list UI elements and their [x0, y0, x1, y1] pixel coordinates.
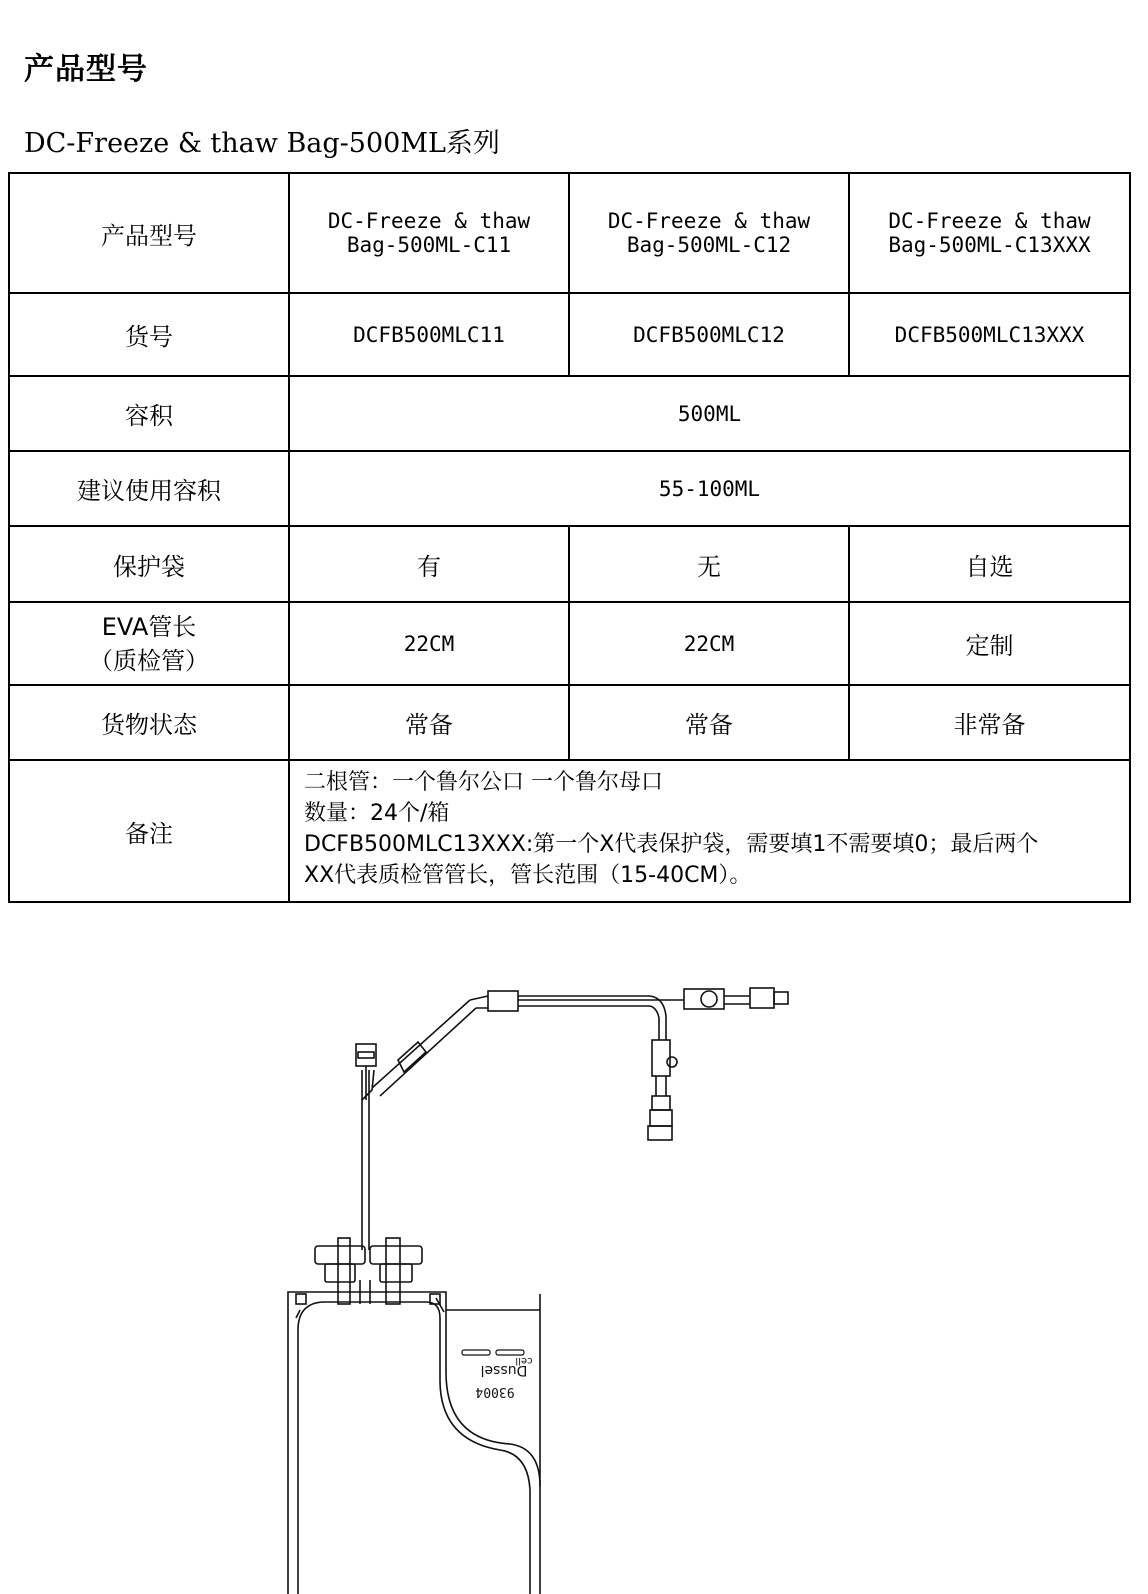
tubing-assembly — [356, 988, 788, 1250]
table-row-notes — [9, 760, 1130, 902]
row-label-sku: 货号 — [9, 293, 289, 376]
note-line-1: 二根管：一个鲁尔公口 一个鲁尔母口 — [304, 770, 663, 795]
table-row-protective-bag — [9, 526, 1130, 602]
table-row-sku — [9, 293, 1130, 376]
table-row-eva-tube — [9, 602, 1130, 685]
model-c11: DC-Freeze & thaw Bag-500ML-C11 — [289, 173, 569, 293]
notes-cell — [289, 760, 1130, 902]
row-label-recommended-volume: 建议使用容积 — [9, 451, 289, 526]
stock-status-c11: 常备 — [289, 685, 569, 760]
protective-bag-c13xxx: 自选 — [849, 526, 1130, 602]
bag-print-code: 93004 — [475, 1384, 515, 1399]
model-c12: DC-Freeze & thaw Bag-500ML-C12 — [569, 173, 849, 293]
row-label-model: 产品型号 — [9, 173, 289, 293]
bag-outline — [288, 1292, 540, 1594]
stock-status-c13xxx: 非常备 — [849, 685, 1130, 760]
bag-print-brand-small: cell — [515, 1355, 533, 1366]
row-label-protective-bag: 保护袋 — [9, 526, 289, 602]
eva-tube-label-line2: （质检管） — [89, 646, 209, 675]
note-line-3: DCFB500MLC13XXX:第一个X代表保护袋，需要填1不需要填0；最后两个 — [304, 832, 1039, 857]
recommended-volume-value: 55-100ML — [289, 451, 1130, 526]
table-row-model — [9, 173, 1130, 293]
table-row-volume — [9, 376, 1130, 451]
eva-tube-c13xxx: 定制 — [849, 602, 1130, 685]
sku-c13xxx: DCFB500MLC13XXX — [849, 293, 1130, 376]
eva-tube-c12: 22CM — [569, 602, 849, 685]
table-row-recommended-volume — [9, 451, 1130, 526]
note-line-2: 数量：24个/箱 — [304, 801, 450, 826]
bag-technical-drawing — [0, 930, 1148, 1594]
row-label-eva-tube — [9, 602, 289, 685]
bag-print-brand: Dussel — [480, 1362, 528, 1378]
eva-tube-c11: 22CM — [289, 602, 569, 685]
bag-printed-label — [462, 1350, 533, 1399]
row-label-stock-status: 货物状态 — [9, 685, 289, 760]
volume-value: 500ML — [289, 376, 1130, 451]
page-title: 产品型号 — [24, 52, 148, 87]
model-c13xxx: DC-Freeze & thaw Bag-500ML-C13XXX — [849, 173, 1130, 293]
protective-bag-c12: 无 — [569, 526, 849, 602]
product-spec-table — [8, 172, 1131, 903]
eva-tube-label-line1: EVA管长 — [101, 612, 197, 641]
protective-bag-c11: 有 — [289, 526, 569, 602]
note-line-4: XX代表质检管管长，管长范围（15-40CM）。 — [304, 863, 752, 888]
sku-c11: DCFB500MLC11 — [289, 293, 569, 376]
product-series-title: DC-Freeze & thaw Bag-500ML系列 — [24, 128, 500, 159]
stock-status-c12: 常备 — [569, 685, 849, 760]
table-row-stock-status — [9, 685, 1130, 760]
row-label-notes: 备注 — [9, 760, 289, 902]
sku-c12: DCFB500MLC12 — [569, 293, 849, 376]
row-label-volume: 容积 — [9, 376, 289, 451]
